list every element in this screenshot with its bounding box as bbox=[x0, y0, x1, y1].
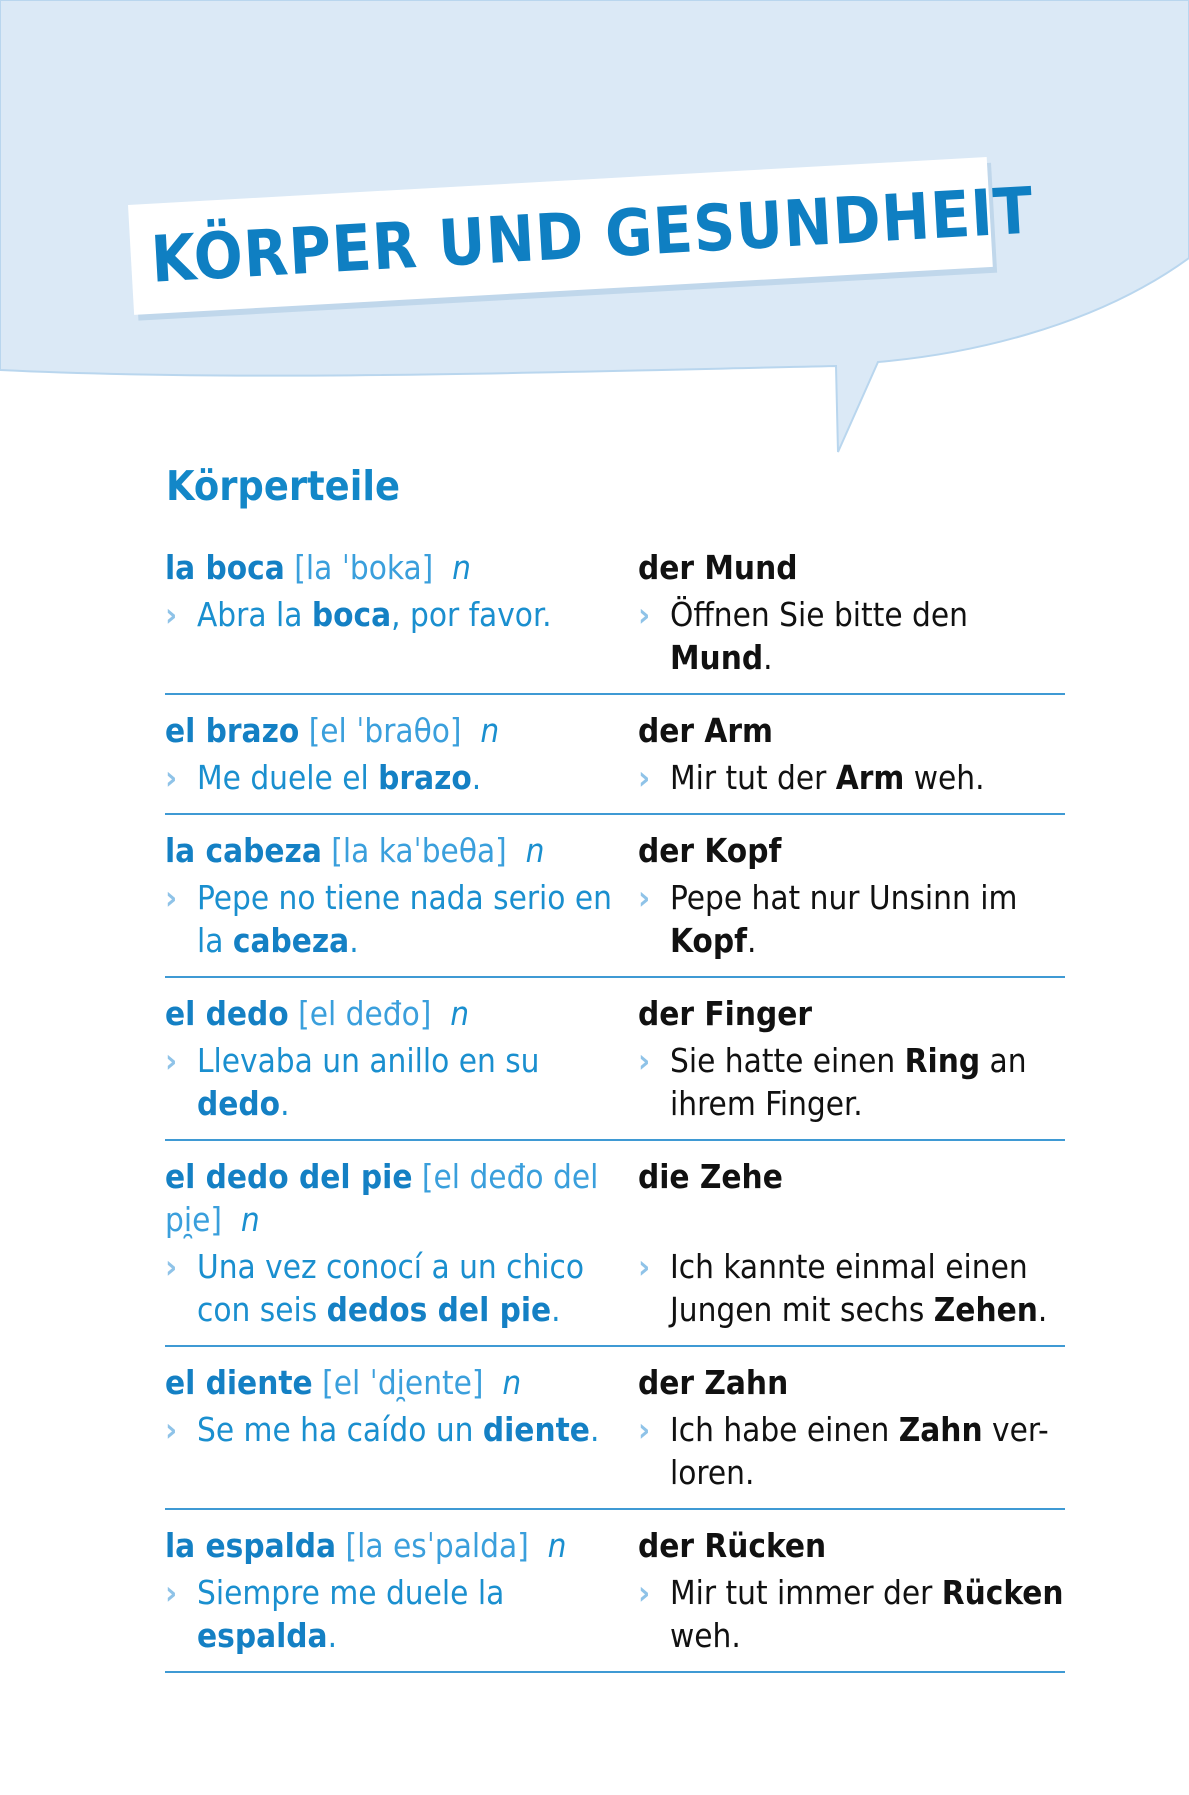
german-column bbox=[638, 709, 1065, 799]
german-headword: der Zahn bbox=[638, 1363, 789, 1402]
pronunciation: [la kaˈbeθa] bbox=[331, 831, 507, 870]
example-keyword: Mund bbox=[670, 638, 764, 677]
spanish-headword: el diente bbox=[165, 1363, 313, 1402]
pronunciation: [el ˈdi̯ente] bbox=[322, 1363, 484, 1402]
example-sentence bbox=[638, 593, 1065, 679]
spanish-column bbox=[165, 829, 638, 962]
vocab-entry bbox=[165, 1510, 1065, 1673]
chapter-title: KÖRPER UND GESUNDHEIT bbox=[149, 174, 1036, 298]
part-of-speech: n bbox=[547, 1526, 567, 1565]
example-text: Abra la boca, por favor. bbox=[197, 595, 552, 634]
vocab-entry bbox=[165, 815, 1065, 978]
spanish-headword-line bbox=[165, 1524, 638, 1567]
example-sentence bbox=[638, 1245, 1065, 1331]
german-column bbox=[638, 829, 1065, 962]
example-sentence bbox=[165, 876, 638, 962]
chevron-right-icon: › bbox=[638, 1573, 651, 1612]
german-headword: der Rücken bbox=[638, 1526, 827, 1565]
spanish-headword: la boca bbox=[165, 548, 285, 587]
spacer bbox=[638, 1198, 1065, 1241]
chevron-right-icon: › bbox=[165, 1573, 178, 1612]
german-column bbox=[638, 1155, 1065, 1331]
part-of-speech: n bbox=[525, 831, 545, 870]
chevron-right-icon: › bbox=[165, 1410, 178, 1449]
pronunciation: [el ˈbraθo] bbox=[308, 711, 462, 750]
example-keyword: Zehen bbox=[933, 1290, 1038, 1329]
chevron-right-icon: › bbox=[638, 1041, 651, 1080]
example-text: Me duele el brazo. bbox=[197, 758, 482, 797]
vocab-entry bbox=[165, 538, 1065, 695]
example-sentence bbox=[165, 1408, 638, 1451]
example-text: Ich habe einen Zahn ver-loren. bbox=[670, 1410, 1049, 1492]
vocabulary-list bbox=[165, 538, 1065, 1673]
german-column bbox=[638, 1361, 1065, 1494]
example-text: Llevaba un anillo en su dedo. bbox=[197, 1041, 540, 1123]
example-sentence bbox=[638, 876, 1065, 962]
spanish-headword: el dedo del pie bbox=[165, 1157, 413, 1196]
pronunciation: [la ˈboka] bbox=[294, 548, 434, 587]
spanish-column bbox=[165, 992, 638, 1125]
example-sentence bbox=[638, 1408, 1065, 1494]
part-of-speech: n bbox=[452, 548, 471, 587]
spanish-column bbox=[165, 709, 638, 799]
vocab-entry bbox=[165, 1141, 1065, 1347]
example-keyword: cabeza bbox=[232, 921, 350, 960]
german-headword: der Mund bbox=[638, 548, 798, 587]
german-headword: die Zehe bbox=[638, 1157, 783, 1196]
pronunciation: [la esˈpalda] bbox=[345, 1526, 529, 1565]
example-sentence bbox=[638, 1039, 1065, 1125]
spanish-headword: la espalda bbox=[165, 1526, 337, 1565]
example-keyword: Zahn bbox=[898, 1410, 983, 1449]
spanish-column bbox=[165, 1155, 638, 1331]
example-text: Siempre me duele la espalda. bbox=[197, 1573, 505, 1655]
german-column bbox=[638, 992, 1065, 1125]
example-sentence bbox=[165, 1245, 638, 1331]
spanish-column bbox=[165, 546, 638, 679]
example-text: Se me ha caído un diente. bbox=[197, 1410, 600, 1449]
example-keyword: dedo bbox=[197, 1084, 281, 1123]
german-headword: der Finger bbox=[638, 994, 813, 1033]
chevron-right-icon: › bbox=[165, 1247, 178, 1286]
spanish-headword-line bbox=[165, 1361, 638, 1404]
example-text: Pepe hat nur Unsinn im Kopf. bbox=[670, 878, 1018, 960]
spanish-headword: el brazo bbox=[165, 711, 300, 750]
chevron-right-icon: › bbox=[638, 758, 651, 797]
spanish-headword-line bbox=[165, 1155, 638, 1241]
vocab-entry bbox=[165, 695, 1065, 815]
example-keyword: dedos del pie bbox=[326, 1290, 552, 1329]
chevron-right-icon: › bbox=[165, 758, 178, 797]
part-of-speech: n bbox=[240, 1200, 260, 1239]
german-column bbox=[638, 546, 1065, 679]
chevron-right-icon: › bbox=[638, 878, 651, 917]
example-sentence bbox=[638, 1571, 1065, 1657]
spanish-headword: el dedo bbox=[165, 994, 289, 1033]
example-keyword: Arm bbox=[835, 758, 905, 797]
section-title: Körperteile bbox=[166, 462, 400, 510]
spanish-headword-line bbox=[165, 829, 638, 872]
german-column bbox=[638, 1524, 1065, 1657]
vocab-entry bbox=[165, 1347, 1065, 1510]
example-text: Pepe no tiene nada serio en la cabeza. bbox=[197, 878, 612, 960]
chevron-right-icon: › bbox=[638, 1247, 651, 1286]
chevron-right-icon: › bbox=[165, 595, 178, 634]
spanish-headword-line bbox=[165, 992, 638, 1035]
part-of-speech: n bbox=[502, 1363, 522, 1402]
spanish-column bbox=[165, 1361, 638, 1494]
pronunciation: [el deđo del pi̯e] bbox=[165, 1157, 599, 1239]
example-text: Mir tut der Arm weh. bbox=[670, 758, 985, 797]
example-text: Sie hatte einen Ring an ihrem Finger. bbox=[670, 1041, 1027, 1123]
example-sentence bbox=[165, 1039, 638, 1125]
german-headword: der Arm bbox=[638, 711, 773, 750]
example-keyword: espalda bbox=[197, 1616, 328, 1655]
pronunciation: [el deđo] bbox=[298, 994, 432, 1033]
chevron-right-icon: › bbox=[165, 1041, 178, 1080]
example-keyword: brazo bbox=[378, 758, 472, 797]
example-keyword: boca bbox=[311, 595, 392, 634]
chevron-right-icon: › bbox=[638, 595, 651, 634]
part-of-speech: n bbox=[480, 711, 500, 750]
example-sentence bbox=[165, 593, 638, 636]
example-text: Una vez conocí a un chico con seis dedos del pie. bbox=[197, 1247, 585, 1329]
example-text: Ich kannte einmal einen Jungen mit sechs Zehen. bbox=[670, 1247, 1048, 1329]
example-sentence bbox=[638, 756, 1065, 799]
spanish-headword: la cabeza bbox=[165, 831, 322, 870]
example-keyword: Ring bbox=[904, 1041, 981, 1080]
example-sentence bbox=[165, 756, 638, 799]
example-keyword: Rücken bbox=[941, 1573, 1064, 1612]
example-keyword: diente bbox=[482, 1410, 590, 1449]
chevron-right-icon: › bbox=[165, 878, 178, 917]
example-sentence bbox=[165, 1571, 638, 1657]
spanish-column bbox=[165, 1524, 638, 1657]
spanish-headword-line bbox=[165, 709, 638, 752]
vocab-entry bbox=[165, 978, 1065, 1141]
example-text: Mir tut immer der Rücken weh. bbox=[670, 1573, 1064, 1655]
example-keyword: Kopf bbox=[670, 921, 747, 960]
german-headword: der Kopf bbox=[638, 831, 782, 870]
spanish-headword-line bbox=[165, 546, 638, 589]
part-of-speech: n bbox=[450, 994, 470, 1033]
chevron-right-icon: › bbox=[638, 1410, 651, 1449]
example-text: Öffnen Sie bitte den Mund. bbox=[670, 595, 968, 677]
